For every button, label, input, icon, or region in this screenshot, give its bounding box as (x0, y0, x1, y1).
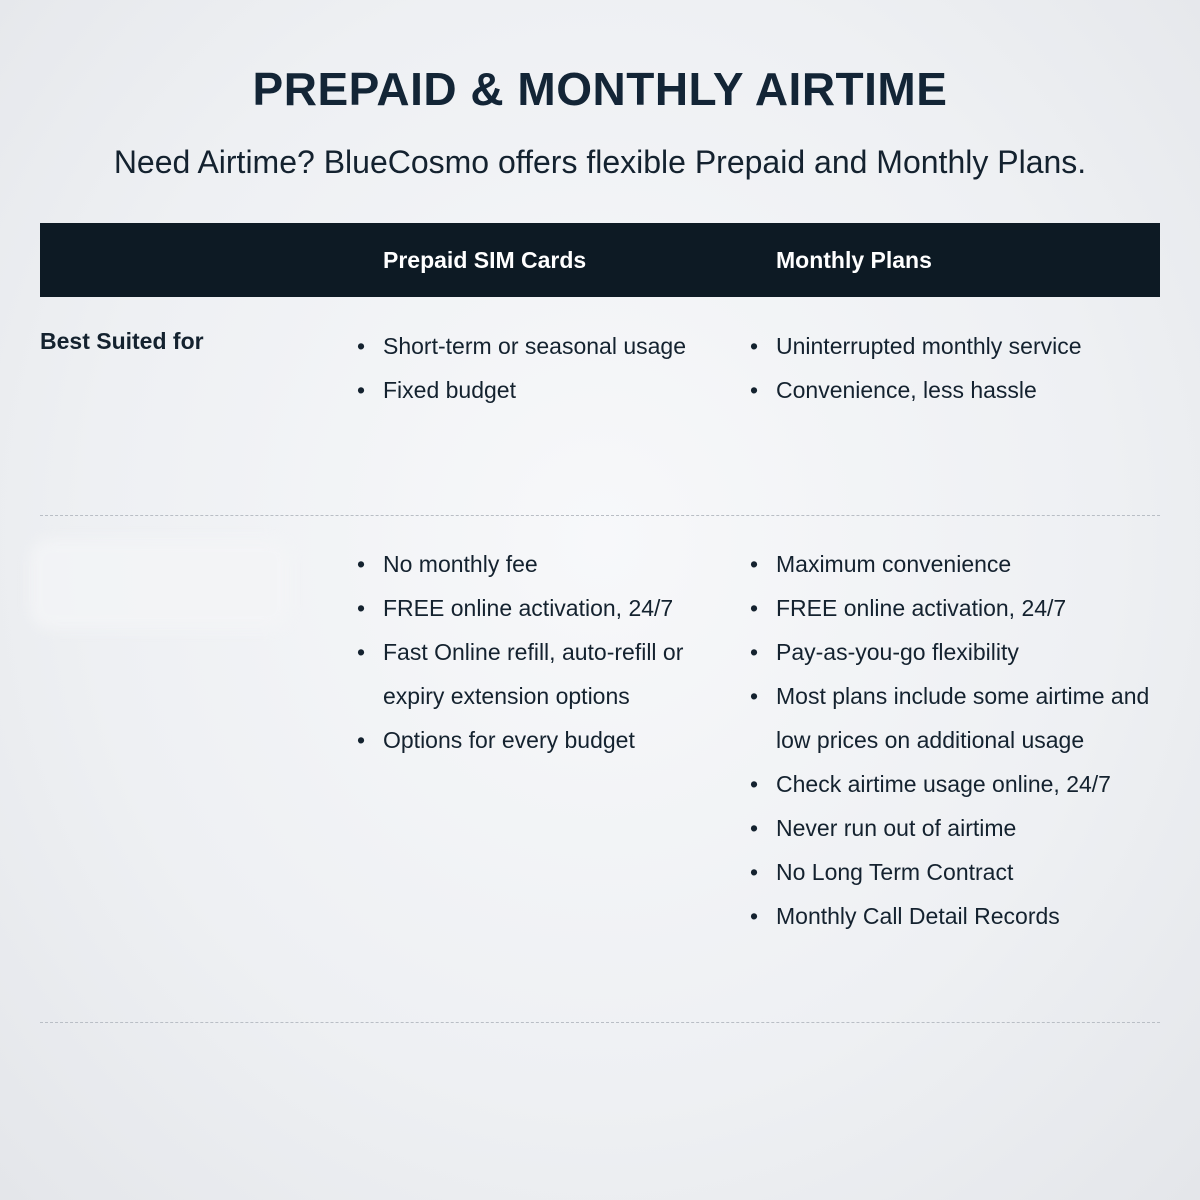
table-row (40, 297, 1160, 516)
page-subtitle: Need Airtime? BlueCosmo offers flexible Prepaid and Monthly Plans. (113, 144, 1087, 180)
faded-label-overlay (30, 539, 290, 629)
prepaid-list (357, 542, 727, 762)
list-item: • Uninterrupted monthly service (750, 324, 1082, 368)
list-item: • Pay-as-you-go flexibility (750, 630, 1160, 674)
page-title: PREPAID & MONTHLY AIRTIME (252, 63, 948, 115)
list-item: • No monthly fee (357, 542, 727, 586)
list-item: • Convenience, less hassle (750, 368, 1082, 412)
list-item: • Most plans include some airtime and low prices on additional usage (750, 674, 1160, 762)
list-item: • FREE online activation, 24/7 (357, 586, 727, 630)
monthly-list (750, 542, 1160, 938)
comparison-table (40, 223, 1160, 929)
list-item: • No Long Term Contract (750, 850, 1160, 894)
list-item: • FREE online activation, 24/7 (750, 586, 1160, 630)
table-row (40, 515, 1160, 1023)
list-item: • Fast Online refill, auto-refill or expiry extension options (357, 630, 727, 718)
list-item: • Check airtime usage online, 24/7 (750, 762, 1160, 806)
list-item: • Maximum convenience (750, 542, 1160, 586)
row-label-best-suited: Best Suited for (40, 328, 204, 354)
list-item: • Short-term or seasonal usage (357, 324, 686, 368)
column-header-monthly: Monthly Plans (776, 247, 932, 273)
list-item: • Fixed budget (357, 368, 686, 412)
monthly-list (750, 324, 1082, 412)
column-header-prepaid: Prepaid SIM Cards (383, 247, 587, 273)
list-item: • Options for every budget (357, 718, 727, 762)
list-item: • Monthly Call Detail Records (750, 894, 1160, 938)
table-header (40, 223, 1160, 297)
list-item: • Never run out of airtime (750, 806, 1160, 850)
prepaid-list (357, 324, 686, 412)
